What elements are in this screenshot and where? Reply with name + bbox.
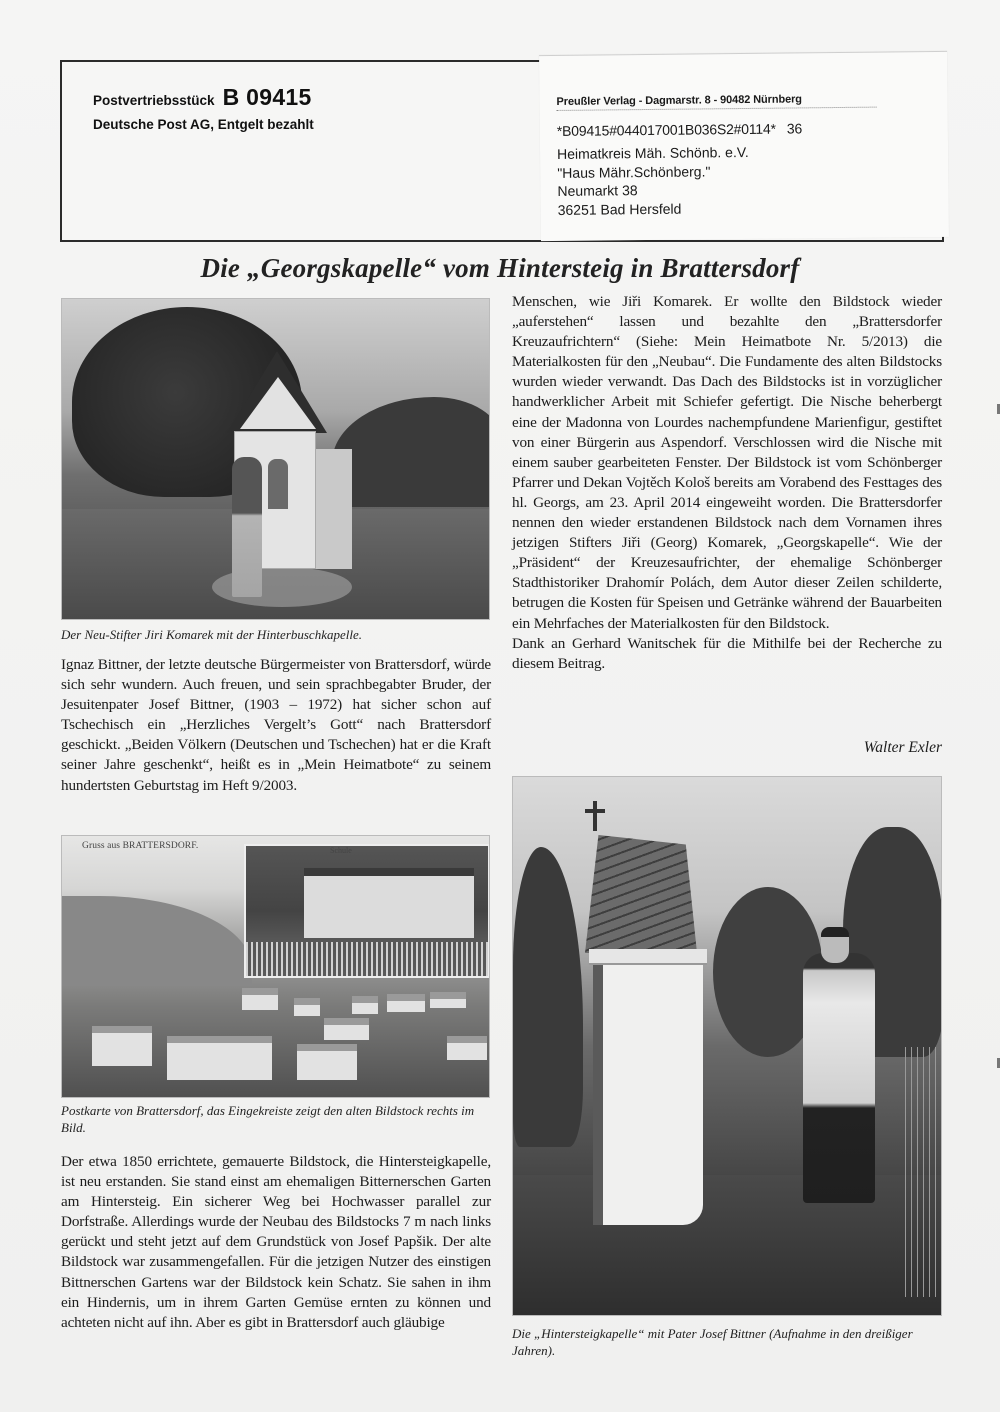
figure-caption: Der Neu-Stifter Jiri Komarek mit der Hinterbuschkapelle. — [61, 627, 362, 642]
recipient-line: "Haus Mähr.Schönberg." — [557, 162, 711, 181]
postage-note: Deutsche Post AG, Entgelt bezahlt — [93, 117, 314, 132]
photo-chapel-with-donor — [61, 298, 490, 620]
postal-code: B 09415 — [222, 84, 312, 110]
paragraph: Dank an Gerhard Wanitschek für die Mithilfe bei der Recherche zu diesem Beitrag. — [512, 634, 942, 672]
photo-postcard-brattersdorf — [61, 835, 490, 1098]
school-building-shape — [304, 868, 474, 938]
recipient-line: Neumarkt 38 — [557, 182, 638, 199]
tree-shape — [513, 847, 583, 1147]
chapel-side-shape — [316, 449, 352, 569]
paragraph: Ignaz Bittner, der letzte deutsche Bürgermeister von Brattersdorf, würde sich sehr wundern. Auch freuen, und sein sprachbegabter Bruder, der Jesuitenpater Josef Bittner, (1903 – 1972) hat sicher schon auf Tschechisch ein „Herzliches Vergelt’s Gott“ nach Brattersdorf geschickt. „Beiden Völkern (Deutschen und Tschechen) hat er die Kraft seiner Jahre geschenkt“, heißt es in „Mein Heimatbote“ zu seinem hundertsten Geburtstag im Heft 9/2003. — [61, 656, 491, 794]
school-inset — [244, 844, 490, 978]
recipient-line: 36251 Bad Hersfeld — [557, 200, 682, 218]
fence-shape — [246, 942, 488, 976]
fence-shape — [905, 1047, 941, 1297]
house-shape — [294, 998, 320, 1016]
house-shape — [387, 994, 425, 1012]
house-shape — [430, 992, 466, 1008]
priest-figure-shape — [803, 953, 875, 1203]
slate-roof-shape — [585, 835, 697, 953]
recipient-address — [557, 143, 749, 219]
figure-caption: Postkarte von Brattersdorf, das Eingekreiste zeigt den alten Bildstock rechts im Bild. — [61, 1103, 475, 1135]
cross-icon — [593, 801, 597, 831]
house-shape — [242, 988, 278, 1010]
body-text-left-1 — [61, 655, 491, 796]
figure-caption: Die „Hintersteigkapelle“ mit Pater Josef Bittner (Aufnahme in den dreißiger Jahren). — [512, 1326, 913, 1358]
house-shape — [352, 996, 378, 1014]
person-shape — [232, 457, 262, 597]
barcode-line: *B09415#044017001B036S2#0114* 36 — [556, 120, 803, 139]
paragraph: Menschen, wie Jiři Komarek. Er wollte den Bildstock wieder „auferstehen“ lassen und bezahlte den „Brattersdorfer Kreuzaufrichtern“ (Siehe: Mein Heimatbote Nr. 5/2013) die Materialkosten für den „Neubau“. Die Fundamente des alten Bildstocks wurden wieder verwandt. Das Dach des Bildstocks ist in vorzüglicher handwerklicher Arbeit mit Schiefer gefertigt. Die Nische beherbergt eine der Madonna von Lourdes nachempfundene Marienfigur, gestiftet von einer Bürgerin aus Aspendorf. Verschlossen wird die Nische mit einem sauber gearbeiteten Fenster. Der Bildstock ist vom Schönberger Pfarrer und Dekan Vojtěch Kološ bereits am Vorabend des Festtages des hl. Georgs, am 23. April 2014 eingeweiht worden. Die Brattersdorfer nennen den wieder erstandenen Bildstock nach dem Vornamen ihres jetzigen Stifters Jiři (Georg) Komarek, „Georgskapelle“. Wie der „Präsident“ der Kreuzesaufrichter, der ehemalige Schönberger Stadthistoriker Drahomír Polách, dem Autor dieser Zeilen schilderte, betrugen die Kosten für Speisen und Getränke während der Bauarbeiten ein Mehrfaches der Materialkosten für den Bildstock. — [512, 293, 942, 632]
niche-shape — [268, 459, 288, 509]
photo-historic-chapel-priest — [512, 776, 942, 1316]
postcard-greeting: Gruss aus BRATTERSDORF. — [82, 841, 199, 851]
body-text-left-2 — [61, 1152, 491, 1333]
priest-head-shape — [821, 927, 849, 963]
postage-block — [93, 84, 314, 132]
house-shape — [92, 1026, 152, 1066]
address-label — [539, 51, 949, 241]
recipient-line: Heimatkreis Mäh. Schönb. e.V. — [556, 143, 749, 162]
house-shape — [324, 1018, 369, 1040]
hill-shape — [332, 397, 490, 507]
hills-shape — [62, 896, 252, 986]
house-shape — [447, 1036, 487, 1060]
article-title: Die „Georgskapelle“ vom Hintersteig in Brattersdorf — [200, 253, 800, 283]
grass-shape — [513, 1175, 941, 1315]
author-signature: Walter Exler — [863, 739, 942, 756]
pillar-cap-shape — [589, 949, 707, 965]
house-shape — [297, 1044, 357, 1080]
postal-line — [93, 84, 314, 111]
house-shape — [167, 1036, 272, 1080]
paragraph: Der etwa 1850 errichtete, gemauerte Bildstock, die Hintersteigkapelle, ist neu erstanden. Sie stand einst am ehemaligen Bitternerschen Garten am Hintersteig. Ein sicherer Weg bei Hochwasser parallel zur Dorfstraße. Allerdings wurde der Neubau des Bildstocks 7 m nach links gerückt und steht jetzt auf dem Grundstück von Josef Papšik. Der alte Bildstock war zusammengefallen. Für die jetzigen Nutzer des einstigen Bittnerschen Gartens war der Bildstock kein Schatz. Sie sahen in ihm ein Hindernis, um in ihrem Garten Gemüse ernten zu können und achteten nicht auf ihn. Aber es gibt in Brattersdorf auch gläubige — [61, 1153, 491, 1331]
chapel-pillar-shape — [593, 955, 703, 1225]
gable-shape — [240, 377, 316, 429]
postal-label: Postvertriebsstück — [93, 93, 215, 108]
body-text-right — [512, 292, 942, 674]
sender-address: Preußler Verlag - Dagmarstr. 8 - 90482 Nürnberg — [556, 93, 876, 111]
inset-label: Schule — [330, 846, 352, 855]
